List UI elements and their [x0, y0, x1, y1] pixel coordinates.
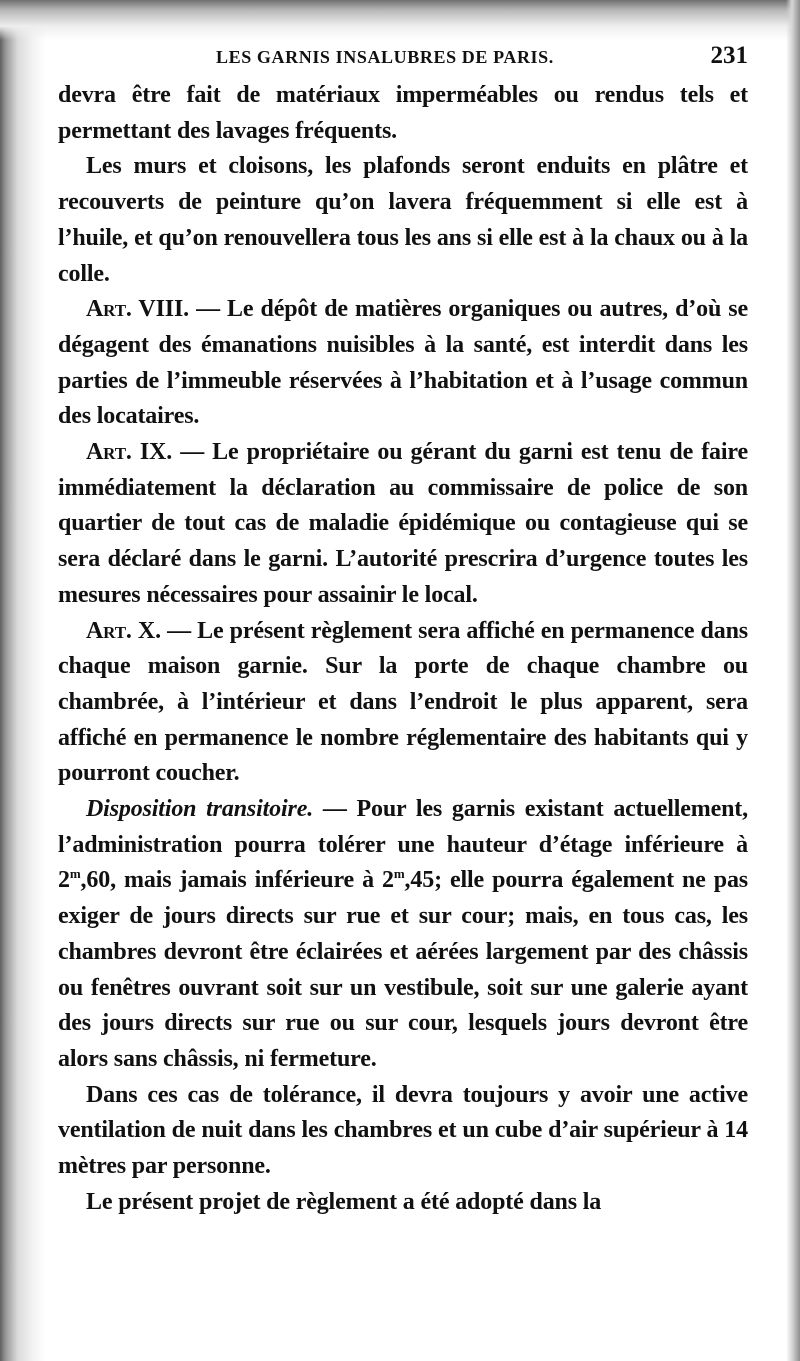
article-number: Art. VIII. [86, 296, 190, 323]
paragraph-text: Le présent projet de règlement a été adopté dans la [86, 1188, 602, 1215]
paragraph-text: — Pour les garnis existant actuellement, l’administration pourra tolérer une hauteur d’étage inférieure à 2 [58, 796, 749, 894]
scan-shadow-right [786, 0, 800, 1361]
paragraph-walls [58, 149, 748, 292]
paragraph-text: Dans ces cas de tolérance, il devra toujours y avoir une active ventilation de nuit dans les chambres et un cube d’air supérieur à 14 mètres par personne. [58, 1081, 748, 1180]
paragraph-text: Les murs et cloisons, les plafonds seront enduits en plâtre et recouverts de peinture qu’on lavera fréquemment si elle est à l’huile, et qu’on renouvellera tous les ans si elle est à la chaux ou à la colle. [58, 153, 748, 287]
paragraph-continuation [58, 78, 748, 149]
paragraph-text: — Le dépôt de matières organiques ou autres, d’où se dégagent des émanations nuisibles à la santé, est interdit dans les parties de l’immeuble réservées à l’habitation et à l’usage commun des locataires. [58, 296, 748, 430]
paragraph-text: ,45; elle pourra également ne pas exiger de jours directs sur rue et sur cour; mais, en tous cas, les chambres devront être éclairées et aérées largement par des châssis ou fenêtres ouvrant soit sur un vestibule, soit sur une galerie ayant des jours directs sur rue ou sur cour, lesquels jours devront être alors sans châssis, ni fermeture. [58, 867, 748, 1072]
running-head [58, 42, 748, 78]
article-number: Art. IX. [86, 439, 173, 466]
scan-shadow-left [0, 0, 46, 1361]
unit-meters: m [69, 866, 81, 882]
paragraph-text: — Le propriétaire ou gérant du garni est tenu de faire immédiatement la déclaration au commissaire de police de son quartier de tout cas de maladie épidémique ou contagieuse qui se sera déclaré dans le garni. L’autorité prescrira d’urgence toutes les mesures nécessaires pour assainir le local. [58, 439, 748, 608]
paragraph-article-9 [58, 435, 748, 614]
unit-meters: m [393, 866, 405, 882]
article-number: Art. X. [86, 617, 161, 644]
paragraph-article-10 [58, 614, 748, 793]
paragraph-tolerance [58, 1078, 748, 1185]
paragraph-adoption [58, 1185, 748, 1221]
paragraph-article-8 [58, 292, 748, 435]
scan-shadow-top [0, 0, 800, 40]
provision-heading: Disposition transitoire. [86, 796, 314, 823]
page-number: 231 [710, 42, 748, 69]
running-title: LES GARNIS INSALUBRES DE PARIS. [216, 47, 554, 67]
paragraph-transitional-provision [58, 792, 748, 1078]
paragraph-text: ,60, mais jamais inférieure à 2 [80, 867, 394, 894]
paragraph-text: — Le présent règlement sera affiché en permanence dans chaque maison garnie. Sur la porte de chaque chambre ou chambrée, à l’intérieur et dans l’endroit le plus apparent, sera affiché en permanence le nombre réglementaire des habitants qui y pourront coucher. [58, 617, 748, 787]
book-page [58, 42, 748, 1221]
body-text [58, 78, 748, 1221]
paragraph-text: devra être fait de matériaux imperméables ou rendus tels et permettant des lavages fréquents. [58, 82, 748, 144]
